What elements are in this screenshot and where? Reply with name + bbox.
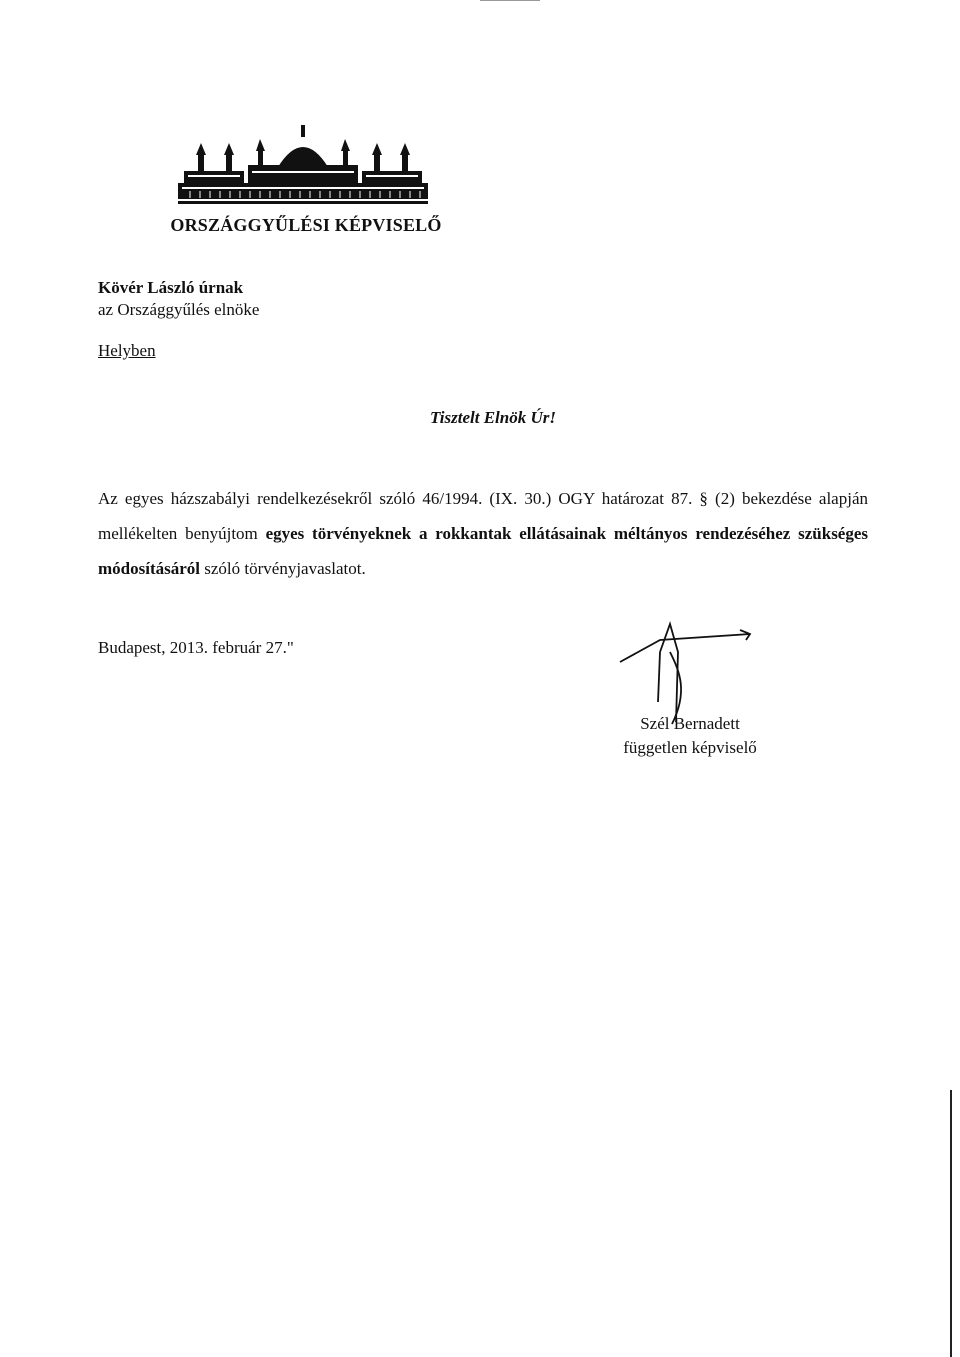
salutation: Tisztelt Elnök Úr! [430,408,556,427]
signer-title: független képviselő [623,738,757,757]
header-title: ORSZÁGGYŰLÉSI KÉPVISELŐ [170,215,442,235]
body-text-1: Az egyes házszabályi rendelkezésekről szóló 46/1994. (IX. 30.) OGY határozat 87. § (2) bekezdése alapján mellékelten benyújtom [98,489,868,543]
scan-mark [480,0,540,1]
addressee-block [98,277,259,321]
addressee-role: az Országgyűlés elnöke [98,300,260,319]
parliament-building-icon [178,125,428,207]
location: Helyben [98,341,156,360]
scan-edge-line [950,1090,952,1357]
signer-name: Szél Bernadett [640,714,740,733]
body-text-2: szóló törvényjavaslatot. [200,559,366,578]
signer-block [575,712,805,760]
bill-title: egyes törvényeknek a rokkantak ellátásainak méltányos rendezéséhez szükséges módosításáról [98,524,869,578]
date-line: Budapest, 2013. február 27." [98,638,294,657]
body-paragraph [98,481,868,586]
addressee-name: Kövér László úrnak [98,278,244,297]
